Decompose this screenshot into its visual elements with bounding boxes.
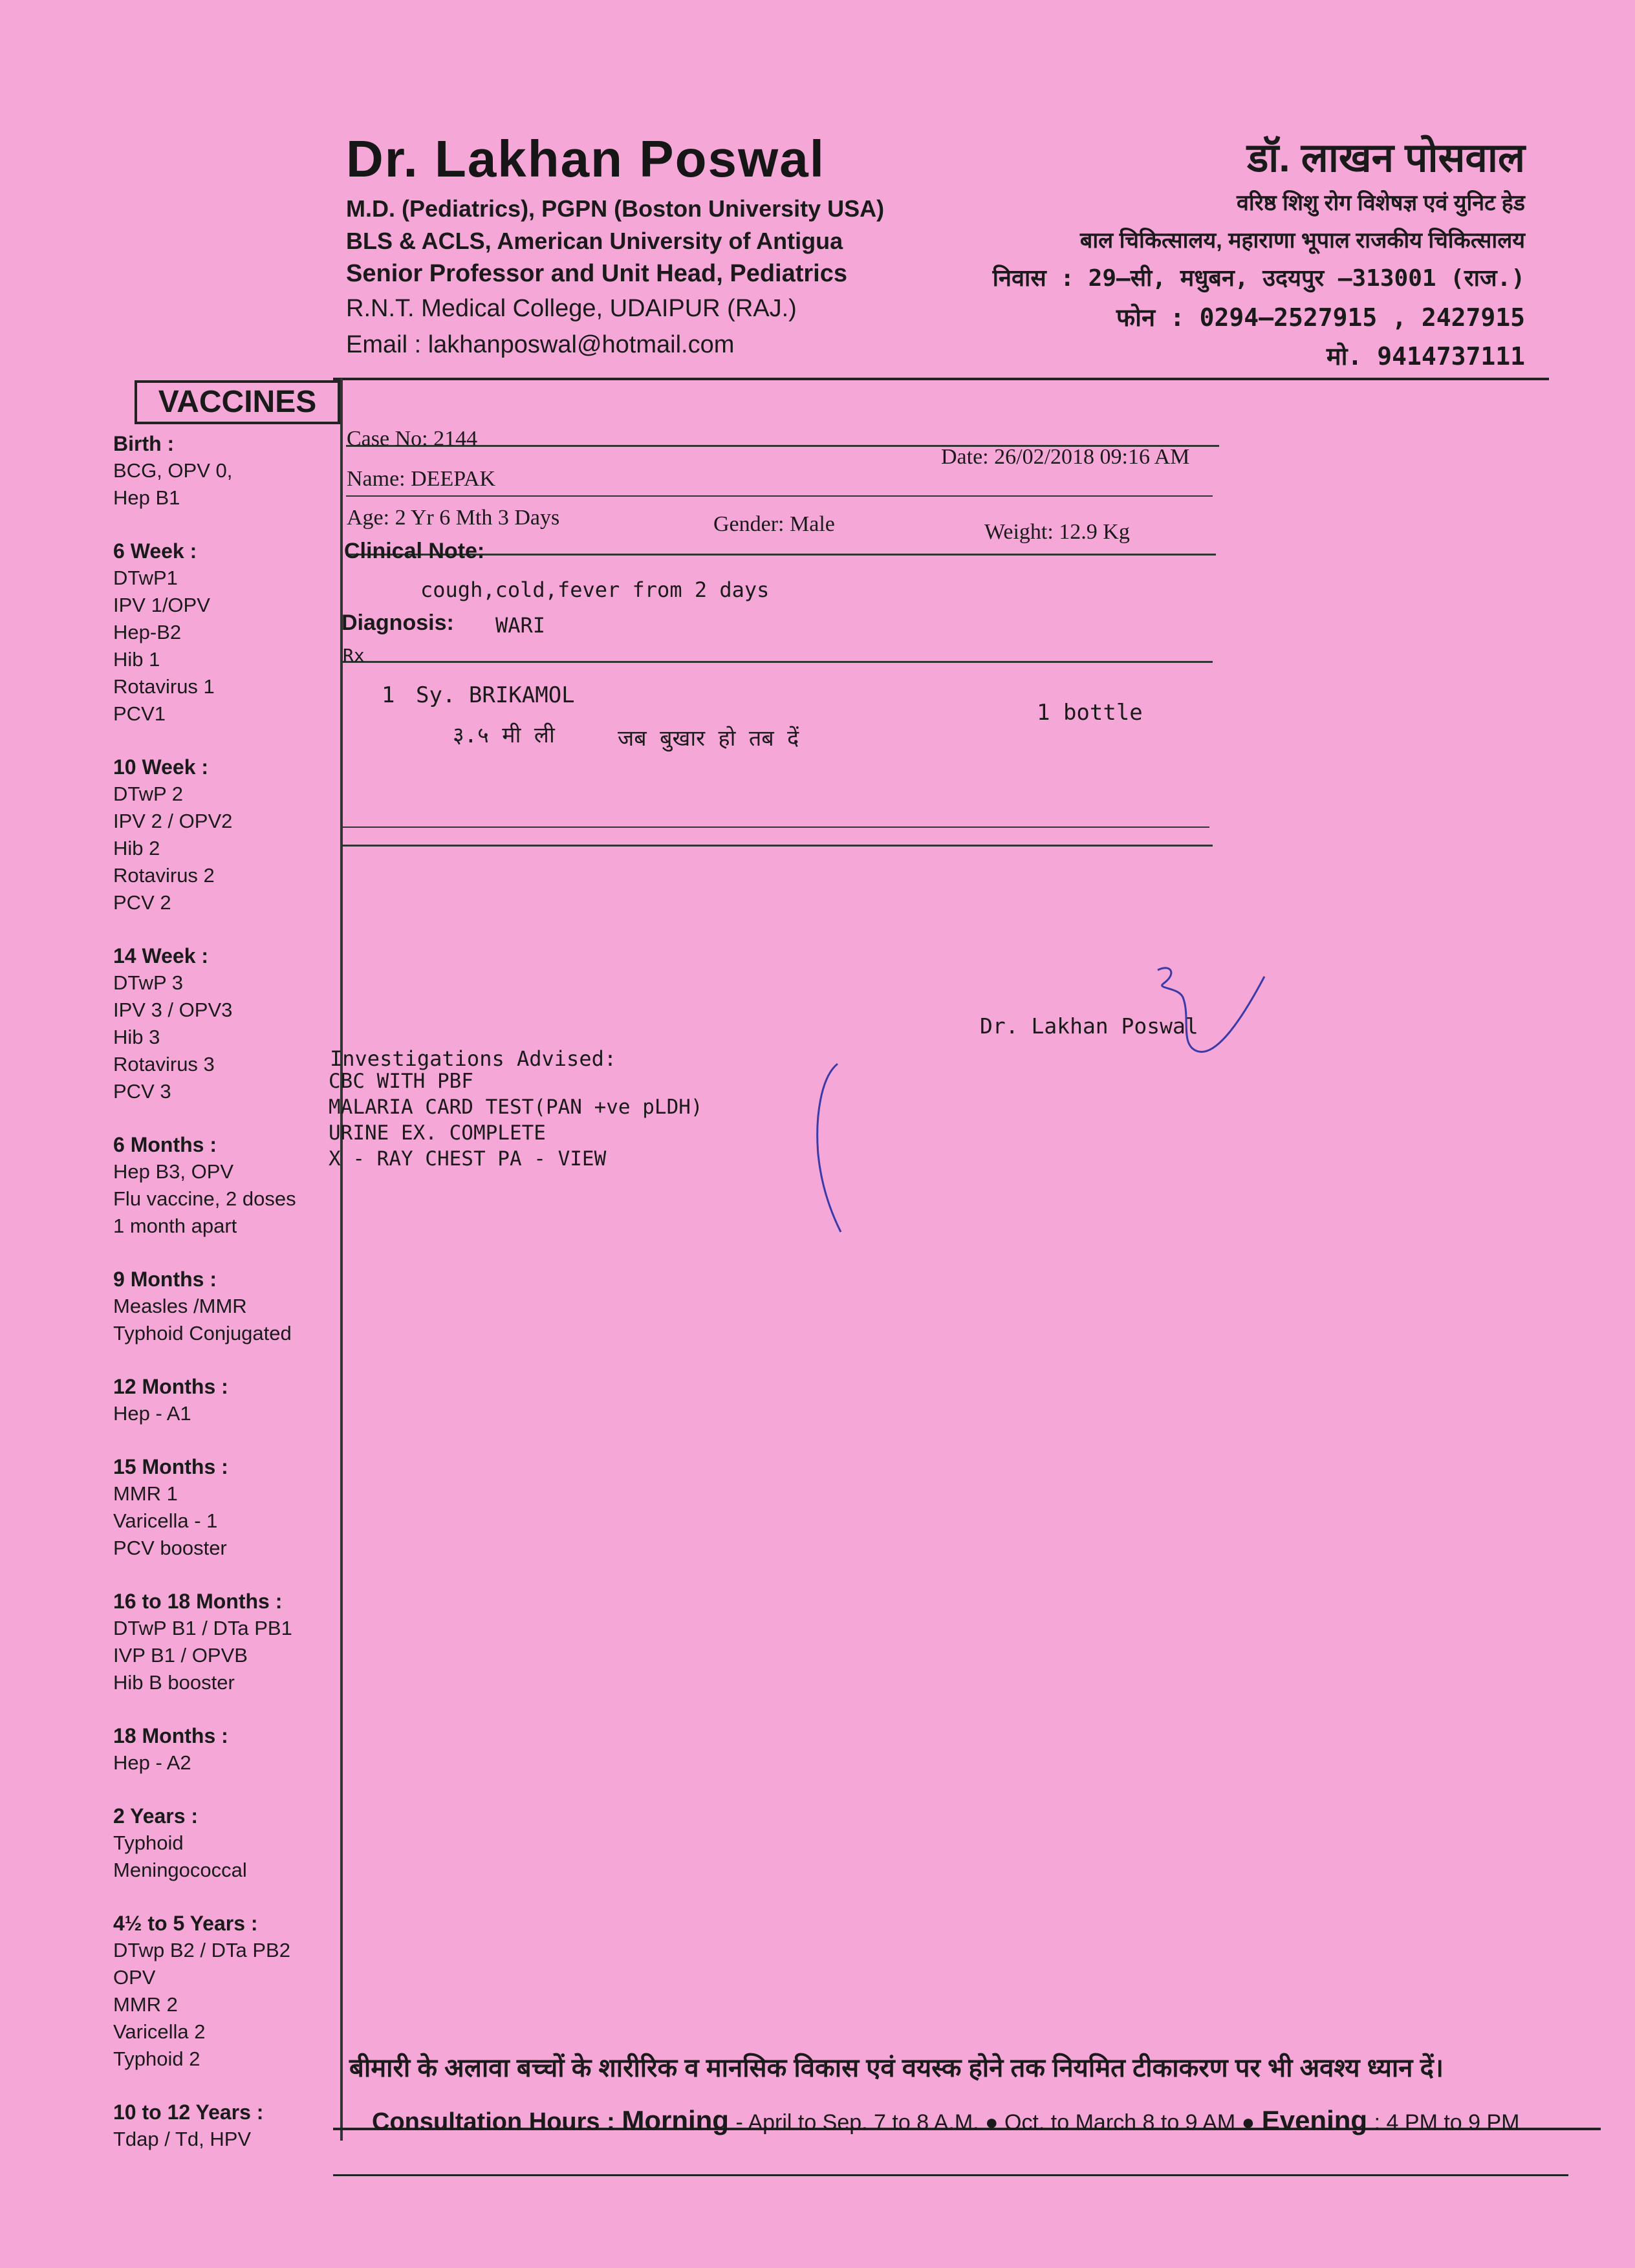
vaccine-item: Hep-B2 [113,621,182,643]
vaccine-item: Varicella 2 [113,2020,206,2043]
vaccine-item: MMR 2 [113,1993,178,2016]
vaccine-item: IVP B1 / OPVB [113,1644,248,1667]
vaccine-item: Hep - A1 [113,1402,191,1425]
vaccine-item: Typhoid Conjugated [113,1322,292,1345]
visit-date: Date: 26/02/2018 09:16 AM [941,445,1190,469]
rule [346,495,1213,497]
medicine-dose: ३.५ मी ली [453,722,555,748]
vaccine-group [113,430,333,512]
investigations-label: Investigations Advised: [330,1046,617,1071]
designation: Senior Professor and Unit Head, Pediatrics [346,260,847,287]
clinical-note-text: cough,cold,fever from 2 days [420,578,770,602]
vaccine-item: MMR 1 [113,1482,178,1505]
patient-gender: Gender: Male [713,512,835,536]
hindi-designation: वरिष्ठ शिशु रोग विशेषज्ञ एवं युनिट हेड [1237,191,1525,215]
vaccine-age-title: 18 Months : [113,1724,228,1747]
evening-hours: : 4 PM to 9 PM [1374,2110,1520,2135]
vaccine-age-title: 10 Week : [113,755,209,779]
vaccine-item: DTwP 3 [113,971,183,994]
hindi-mobile: मो. 9414737111 [1326,342,1525,371]
qualification-1: M.D. (Pediatrics), PGPN (Boston University USA) [346,195,885,222]
patient-name: Name: DEEPAK [347,467,496,491]
vaccine-item: DTwp B2 / DTa PB2 [113,1939,290,1961]
vaccine-item: Rotavirus 1 [113,675,215,698]
footer-hindi-note: बीमारी के अलावा बच्चों के शारीरिक व मानसिक विकास एवं वयस्क होने तक नियमित टीकाकरण पर भी अवश्य ध्यान दें। [349,2054,1444,2082]
vaccine-group [113,1266,333,1347]
vaccine-item: IPV 1/OPV [113,594,210,616]
pen-mark [808,1057,847,1238]
vaccine-item: Hib 2 [113,837,160,859]
vaccine-item: Hep B1 [113,486,180,509]
vaccine-age-title: 14 Week : [113,944,209,967]
email: Email : lakhanposwal@hotmail.com [346,331,735,358]
investigation-item: MALARIA CARD TEST(PAN +ve pLDH) [329,1096,703,1119]
qualification-2: BLS & ACLS, American University of Antigua [346,228,843,254]
vaccine-group [113,1453,333,1562]
vaccine-age-title: 4½ to 5 Years : [113,1912,258,1935]
vaccine-group [113,1910,333,2073]
vaccine-group [113,753,333,916]
vaccine-item: Hib 1 [113,648,160,671]
vaccine-item: Tdap / Td, HPV [113,2128,252,2150]
vaccine-age-title: 9 Months : [113,1268,217,1291]
vaccine-age-title: 10 to 12 Years : [113,2101,264,2124]
diagnosis-label: Diagnosis: [341,610,454,635]
vaccine-age-title: 2 Years : [113,1804,199,1828]
evening-label: Evening [1261,2105,1368,2135]
morning-label: Morning [622,2105,729,2135]
vaccine-age-title: 6 Week : [113,539,197,563]
vaccine-item: IPV 3 / OPV3 [113,999,233,1021]
signature-scribble [1145,960,1274,1064]
vaccine-item: IPV 2 / OPV2 [113,810,233,832]
vaccine-age-title: 16 to 18 Months : [113,1590,283,1613]
medicine-quantity: 1 bottle [1037,700,1143,726]
doctor-name-hindi: डॉ. लाखन पोसवाल [1247,136,1525,180]
consult-label: Consultation Hours : [372,2108,615,2135]
investigation-item: CBC WITH PBF [329,1070,473,1093]
hindi-phone: फोन : 0294–2527915 , 2427915 [1116,303,1525,332]
vaccine-group [113,537,333,728]
vaccine-item: DTwP B1 / DTa PB1 [113,1617,292,1639]
vaccine-item: PCV1 [113,702,166,725]
vaccine-item: Rotavirus 3 [113,1053,215,1075]
doctor-name: Dr. Lakhan Poswal [346,130,825,188]
doctor-signature-name: Dr. Lakhan Poswal [980,1013,1198,1039]
diagnosis-text: WARI [495,613,546,638]
vaccine-item: DTwP1 [113,567,178,589]
vaccine-item: Flu vaccine, 2 doses [113,1187,296,1210]
vaccine-item: BCG, OPV 0, [113,459,233,482]
vaccine-age-title: 12 Months : [113,1375,228,1398]
vaccine-item: Hib 3 [113,1026,160,1048]
medicine-name: Sy. BRIKAMOL [416,682,575,708]
clinical-note-label: Clinical Note: [344,539,485,563]
vaccine-schedule [113,430,333,2179]
vaccine-item: OPV [113,1966,156,1989]
vaccine-group [113,1373,333,1427]
vaccines-heading: VACCINES [135,380,340,424]
vaccine-item: PCV 3 [113,1080,171,1103]
vaccine-age-title: 15 Months : [113,1455,228,1478]
header-english [346,129,928,361]
investigations-list [329,1068,703,1172]
vaccine-group [113,1722,333,1777]
vaccine-item: Hib B booster [113,1671,235,1694]
rx-label: Rx [343,645,365,666]
footer-rule [333,2174,1568,2176]
vaccine-group [113,1802,333,1884]
vaccine-group [113,1131,333,1240]
patient-age: Age: 2 Yr 6 Mth 3 Days [347,506,560,530]
header-hindi [943,133,1525,376]
medicine-instruction: जब बुखार हो तब दें [618,726,799,751]
patient-weight: Weight: 12.9 Kg [984,520,1130,544]
vaccine-item: Varicella - 1 [113,1509,218,1532]
hindi-hospital: बाल चिकित्सालय, महाराणा भूपाल राजकीय चिकित्सालय [1079,228,1525,253]
hindi-address: निवास : 29–सी, मधुबन, उदयपुर –313001 (राज.) [992,265,1525,292]
vaccine-group [113,2099,333,2153]
vaccine-item: 1 month apart [113,1215,237,1237]
vaccine-item: PCV 2 [113,891,171,914]
vaccine-age-title: Birth : [113,432,175,455]
vaccine-item: Rotavirus 2 [113,864,215,887]
vaccine-item: PCV booster [113,1537,227,1559]
consultation-hours [372,2105,1520,2136]
vaccine-item: Typhoid [113,1831,184,1854]
header-rule [333,378,1549,380]
vaccine-group [113,942,333,1105]
medicine-number: 1 [382,682,395,708]
vaccine-item: Hep B3, OPV [113,1160,234,1183]
investigation-item: URINE EX. COMPLETE [329,1121,546,1145]
case-number: Case No: 2144 [347,427,478,451]
vaccine-item: Meningococcal [113,1859,247,1881]
vaccine-item: Typhoid 2 [113,2047,200,2070]
morning-hours: - April to Sep. 7 to 8 A.M. ● Oct. to March 8 to 9 AM ● [735,2110,1255,2135]
rule [343,661,1213,663]
sidebar-divider [340,378,343,2141]
college: R.N.T. Medical College, UDAIPUR (RAJ.) [346,295,797,322]
vaccine-item: Hep - A2 [113,1751,191,1774]
vaccine-age-title: 6 Months : [113,1133,217,1156]
vaccine-group [113,1588,333,1696]
vaccine-item: DTwP 2 [113,783,183,805]
rule [343,845,1213,847]
vaccine-item: Measles /MMR [113,1295,247,1317]
rule [343,826,1209,828]
investigation-item: X - RAY CHEST PA - VIEW [329,1147,607,1171]
